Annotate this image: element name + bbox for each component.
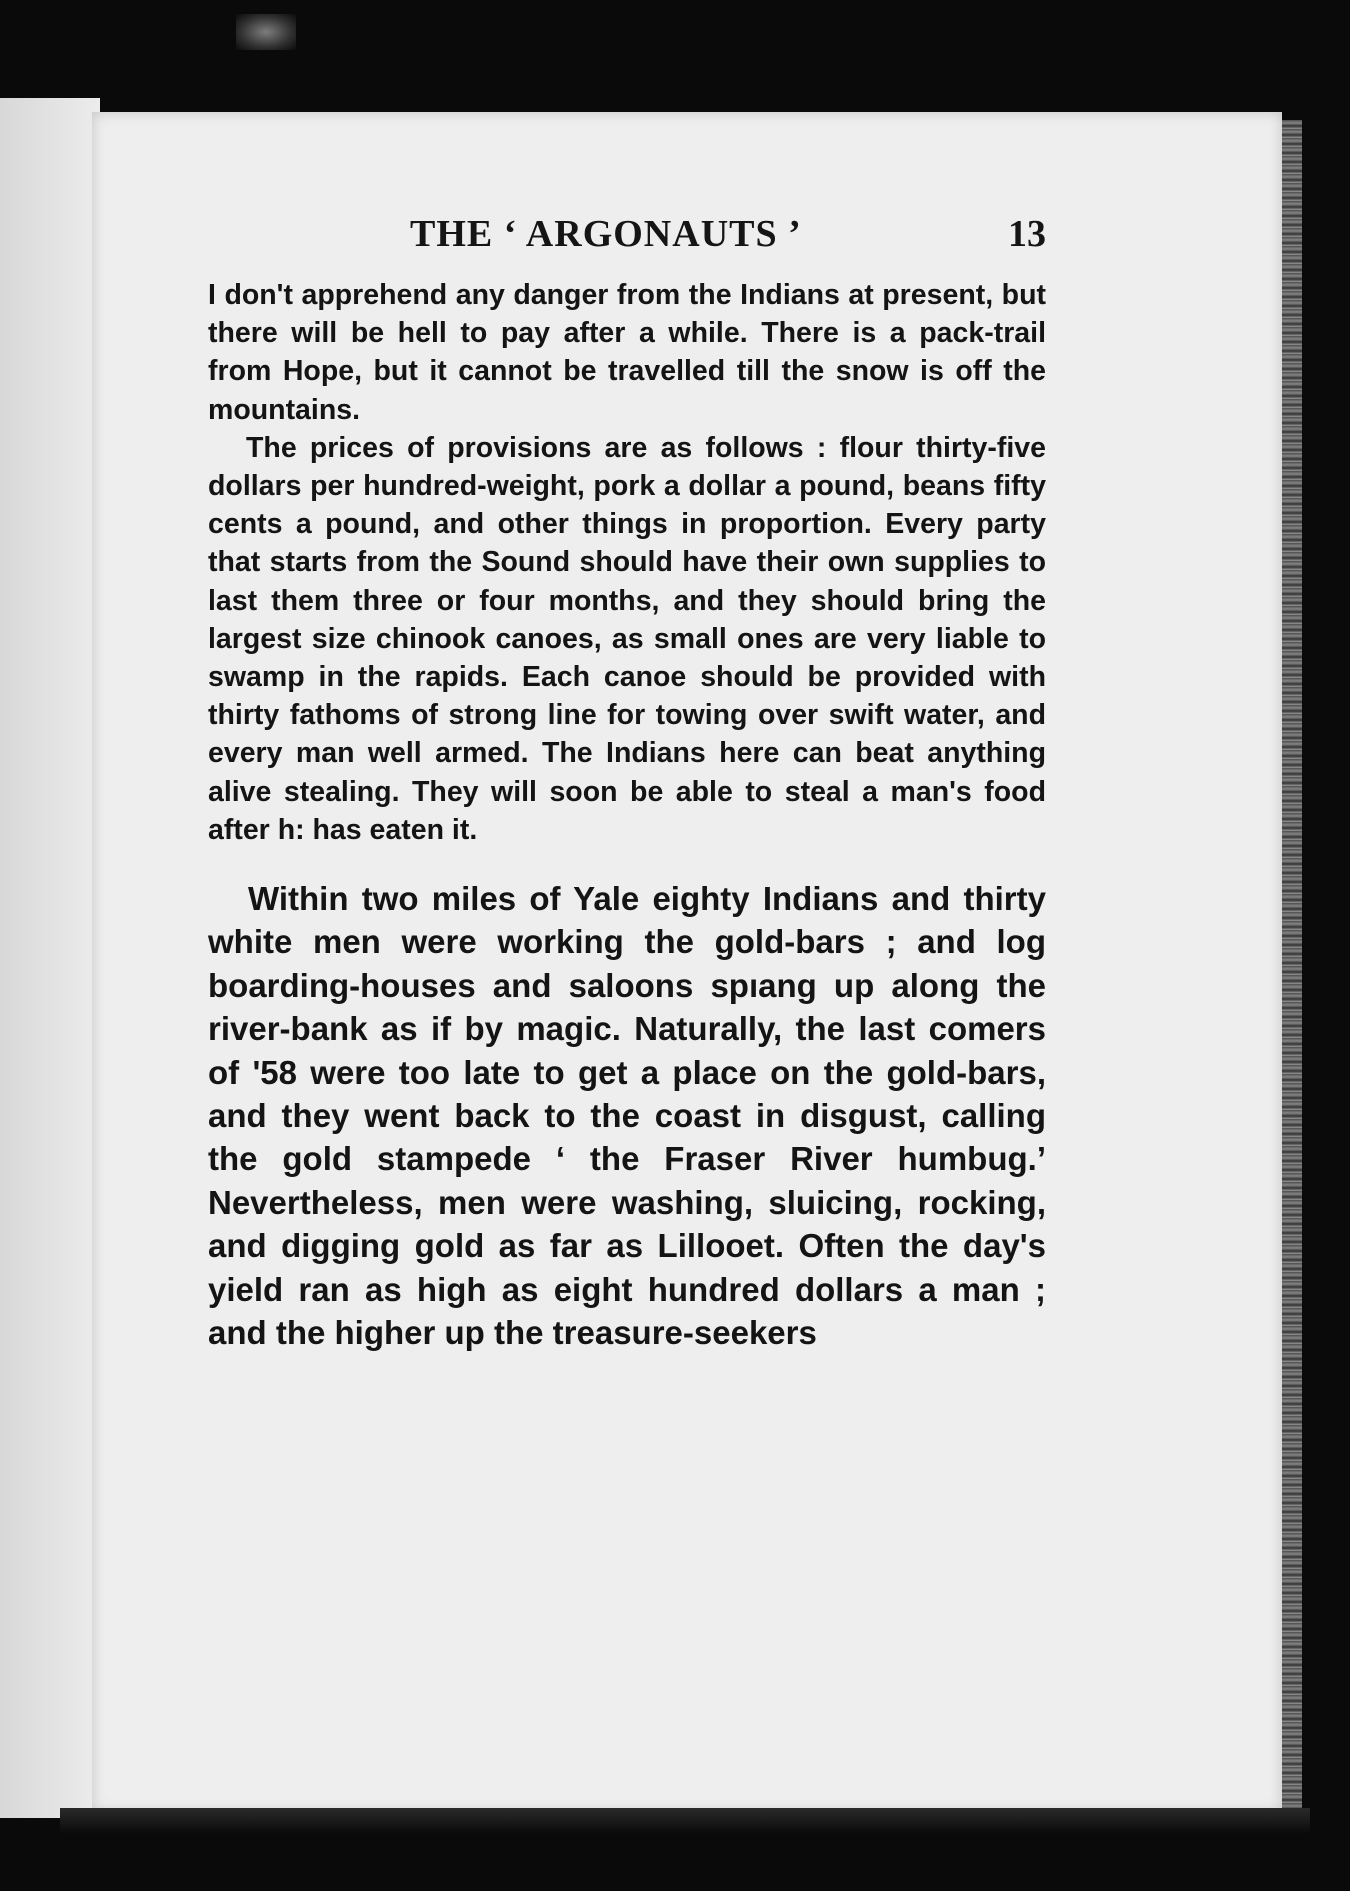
page-bottom-edge <box>60 1808 1310 1834</box>
scan-smudge <box>236 14 296 50</box>
quoted-paragraph: I don't apprehend any danger from the Indians at present, but there will be hell to pay after a while. There is a pack-trail from Hope, but it cannot be travelled till the snow is off the mountains. <box>208 279 1046 426</box>
page-body <box>208 276 1046 1355</box>
page-header <box>210 212 1046 262</box>
body-paragraph: Within two miles of Yale eighty Indians and thirty white men were working the gold-bars ; and log boarding-houses and saloons spıang up along the river-bank as if by magic. Naturally, the last comers of '58 were too late to get a place on the gold-bars, and they went back to the coast in disgust, calling the gold stampede ‘ the Fraser River humbug.’ Nevertheless, men were washing, sluicing, rocking, and digging gold as far as Lillooet. Often the day's yield ran as high as eight hundred dollars a man ; and the higher up the treasure-seekers <box>208 880 1046 1352</box>
page-number: 13 <box>1008 213 1046 255</box>
quoted-paragraph: The prices of provisions are as follows : flour thirty-five dollars per hundred-weight, pork a dollar a pound, beans fifty cents a pound, and other things in proportion. Every party that starts from the Sound should have their own supplies to last them three or four months, and they should bring the largest size chinook canoes, as small ones are very liable to swamp in the rapids. Each canoe should be provided with thirty fathoms of strong line for towing over swift water, and every man well armed. The Indians here can beat anything alive stealing. They will soon be able to steal a man's food after h: has eaten it. <box>208 431 1046 846</box>
running-head: THE ‘ ARGONAUTS ’ <box>410 213 802 255</box>
facing-page-edge <box>0 98 100 1818</box>
